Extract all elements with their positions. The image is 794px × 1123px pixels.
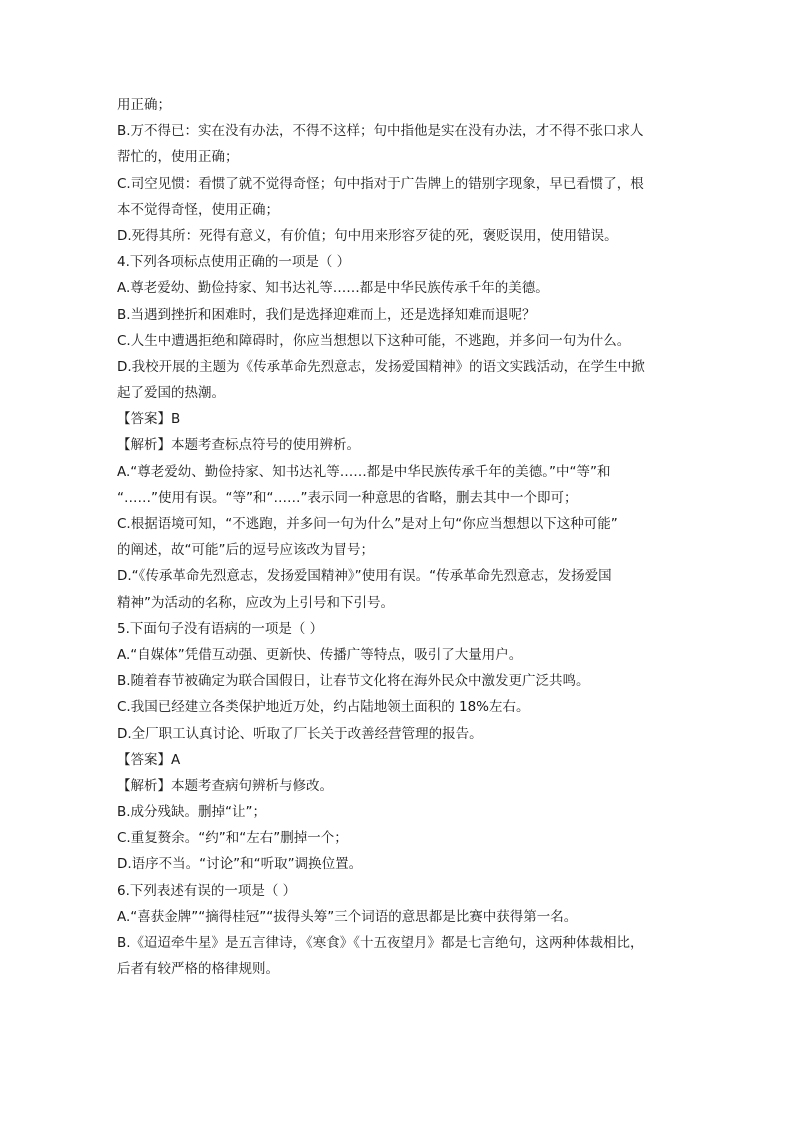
text-line: C.司空见惯：看惯了就不觉得奇怪；句中指对于广告牌上的错别字现象，早已看惯了，根 (117, 175, 644, 192)
text-line: 【答案】A (117, 751, 181, 768)
text-line: 【解析】本题考查病句辨析与修改。 (117, 777, 333, 794)
text-line: C.人生中遭遇拒绝和障碍时，你应当想想以下这种可能，不逃跑，并多问一句为什么。 (117, 332, 631, 349)
text-line: B.万不得已：实在没有办法，不得不这样；句中指他是实在没有办法，才不得不张口求人 (117, 123, 644, 140)
text-line: C.根据语境可知，“不逃跑，并多问一句为什么”是对上句“你应当想想以下这种可能” (117, 516, 618, 532)
text-line: 【解析】本题考查标点符号的使用辨析。 (117, 437, 360, 454)
text-line: 精神”为活动的名称，应改为上引号和下引号。 (117, 594, 394, 611)
text-line: 5.下面句子没有语病的一项是（ ） (117, 620, 324, 637)
text-line: 4.下列各项标点使用正确的一项是（ ） (117, 254, 351, 271)
text-line: 帮忙的，使用正确； (117, 149, 239, 166)
text-line: 6.下列表述有误的一项是（ ） (117, 882, 297, 899)
text-line: D.“《传承革命先烈意志，发扬爱国精神》”使用有误。“传承革命先烈意志，发扬爱国 (117, 568, 612, 585)
text-line: D.语序不当。“讨论”和“听取”调换位置。 (117, 856, 363, 873)
text-line: B.《迢迢牵牛星》是五言律诗，《寒食》《十五夜望月》都是七言绝句，这两种体裁相比， (117, 935, 644, 951)
text-line: 【答案】B (117, 411, 181, 428)
document-body (117, 92, 677, 982)
text-line: A.“喜获金牌”“摘得桂冠”“拔得头筹”三个词语的意思都是比赛中获得第一名。 (117, 908, 578, 925)
text-line: 的阐述，故“可能”后的逗号应该改为冒号； (117, 542, 374, 559)
text-line: 后者有较严格的格律规则。 (117, 961, 279, 978)
text-line: D.死得其所：死得有意义，有价值；句中用来形容歹徒的死，褒贬误用，使用错误。 (117, 227, 618, 244)
text-line: D.我校开展的主题为《传承革命先烈意志，发扬爱国精神》的语文实践活动，在学生中掀 (117, 358, 645, 375)
text-line: A.尊老爱幼、勤俭持家、知书达礼等……都是中华民族传承千年的美德。 (117, 280, 549, 297)
text-line: A.“自媒体”凭借互动强、更新快、传播广等特点，吸引了大量用户。 (117, 646, 523, 663)
text-line: A.“尊老爱幼、勤俭持家、知书达礼等……都是中华民族传承千年的美德。”中“等”和 (117, 463, 611, 480)
text-line: B.当遇到挫折和困难时，我们是选择迎难而上，还是选择知难而退呢？ (117, 306, 536, 323)
text-line: B.随着春节被确定为联合国假日，让春节文化将在海外民众中激发更广泛共鸣。 (117, 673, 590, 690)
text-line: B.成分残缺。删掉“让”； (117, 804, 267, 821)
text-line: 起了爱国的热潮。 (117, 385, 225, 402)
text-line: C.重复赘余。“约”和“左右”删掉一个； (117, 830, 348, 847)
text-line: C.我国已经建立各类保护地近万处，约占陆地领土面积的 18%左右。 (117, 699, 530, 716)
text-line: 用正确； (117, 97, 171, 113)
text-line: “……”使用有误。“等”和“……”表示同一种意思的省略，删去其中一个即可； (117, 489, 578, 506)
text-line: D.全厂职工认真讨论、听取了厂长关于改善经营管理的报告。 (117, 725, 483, 742)
text-line: 本不觉得奇怪，使用正确； (117, 201, 279, 218)
